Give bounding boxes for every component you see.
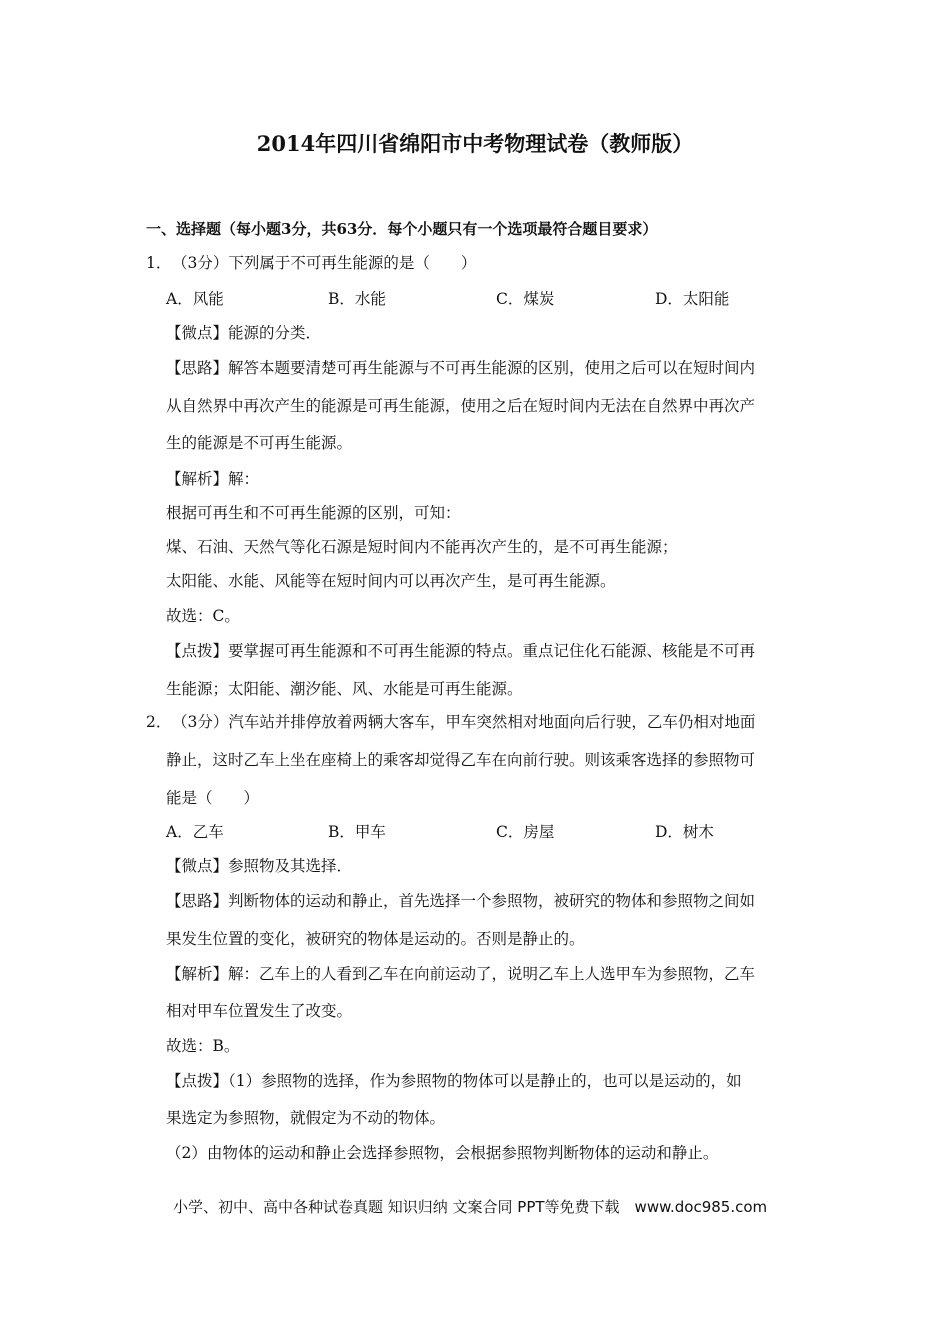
- q1-jiexi-line: 煤、石油、天然气等化石源是短时间内不能再次产生的，是不可再生能源；: [166, 538, 678, 556]
- q1-silu-line: 【思路】解答本题要清楚可再生能源与不可再生能源的区别，使用之后可以在短时间内: [166, 359, 756, 377]
- q1-option-a: A．风能: [166, 290, 224, 308]
- q1-jiexi-line: 太阳能、水能、风能等在短时间内可以再次产生，是可再生能源。: [166, 572, 616, 590]
- q1-option-c: C．煤炭: [496, 290, 555, 308]
- q2-dianbo-line: （2）由物体的运动和静止会选择参照物，会根据参照物判断物体的运动和静止。: [166, 1144, 719, 1162]
- section-heading: 一、选择题（每小题3分，共63分．每个小题只有一个选项最符合题目要求）: [146, 220, 658, 238]
- q1-jiexi-line: 根据可再生和不可再生能源的区别，可知：: [166, 504, 461, 522]
- q1-silu-line: 生的能源是不可再生能源。: [166, 434, 353, 452]
- q2-option-c: C．房屋: [496, 823, 555, 841]
- q2-jiexi-line: 相对甲车位置发生了改变。: [166, 1002, 353, 1020]
- q1-silu-line: 从自然界中再次产生的能源是可再生能源，使用之后在短时间内无法在自然界中再次产: [166, 397, 756, 415]
- question-1-number: 1．: [146, 254, 172, 272]
- q1-option-d: D．太阳能: [655, 290, 730, 308]
- page-title: 2014年四川省绵阳市中考物理试卷（教师版）: [256, 131, 694, 156]
- q2-option-a: A．乙车: [166, 823, 224, 841]
- q2-jiexi-line: 故选：B。: [166, 1037, 240, 1055]
- q2-option-b: B．甲车: [328, 823, 386, 841]
- q1-option-b: B．水能: [328, 290, 386, 308]
- q2-option-d: D．树木: [655, 823, 714, 841]
- question-2-stem-line: 静止，这时乙车上坐在座椅上的乘客却觉得乙车在向前行驶。则该乘客选择的参照物可: [166, 751, 756, 769]
- q1-dianbo-line: 【点拨】要掌握可再生能源和不可再生能源的特点。重点记住化石能源、核能是不可再: [166, 642, 756, 660]
- q1-weidian: 【微点】能源的分类．: [166, 324, 322, 342]
- question-2-stem-line: 能是（ ）: [166, 789, 260, 807]
- question-2-number: 2．: [146, 713, 172, 731]
- question-1-stem: （3分）下列属于不可再生能源的是（ ）: [172, 254, 477, 272]
- page-footer: 小学、初中、高中各种试卷真题 知识归纳 文案合同 PPT等免费下载 www.doc985.com: [173, 1198, 768, 1216]
- q1-jiexi-line: 故选：C。: [166, 607, 240, 625]
- q2-dianbo-line: 果选定为参照物，就假定为不动的物体。: [166, 1109, 446, 1127]
- question-2-stem-line: （3分）汽车站并排停放着两辆大客车，甲车突然相对地面向后行驶，乙车仍相对地面: [172, 713, 756, 731]
- q1-jiexi-line: 【解析】解：: [166, 470, 260, 488]
- q2-silu-line: 【思路】判断物体的运动和静止，首先选择一个参照物，被研究的物体和参照物之间如: [166, 892, 756, 910]
- q2-jiexi-line: 【解析】解：乙车上的人看到乙车在向前运动了，说明乙车上人选甲车为参照物，乙车: [166, 965, 756, 983]
- q2-silu-line: 果发生位置的变化，被研究的物体是运动的。否则是静止的。: [166, 930, 585, 948]
- q2-weidian: 【微点】参照物及其选择．: [166, 857, 353, 875]
- q1-dianbo-line: 生能源；太阳能、潮汐能、风、水能是可再生能源。: [166, 680, 523, 698]
- q2-dianbo-line: 【点拨】（1）参照物的选择，作为参照物的物体可以是静止的，也可以是运动的，如: [166, 1072, 742, 1090]
